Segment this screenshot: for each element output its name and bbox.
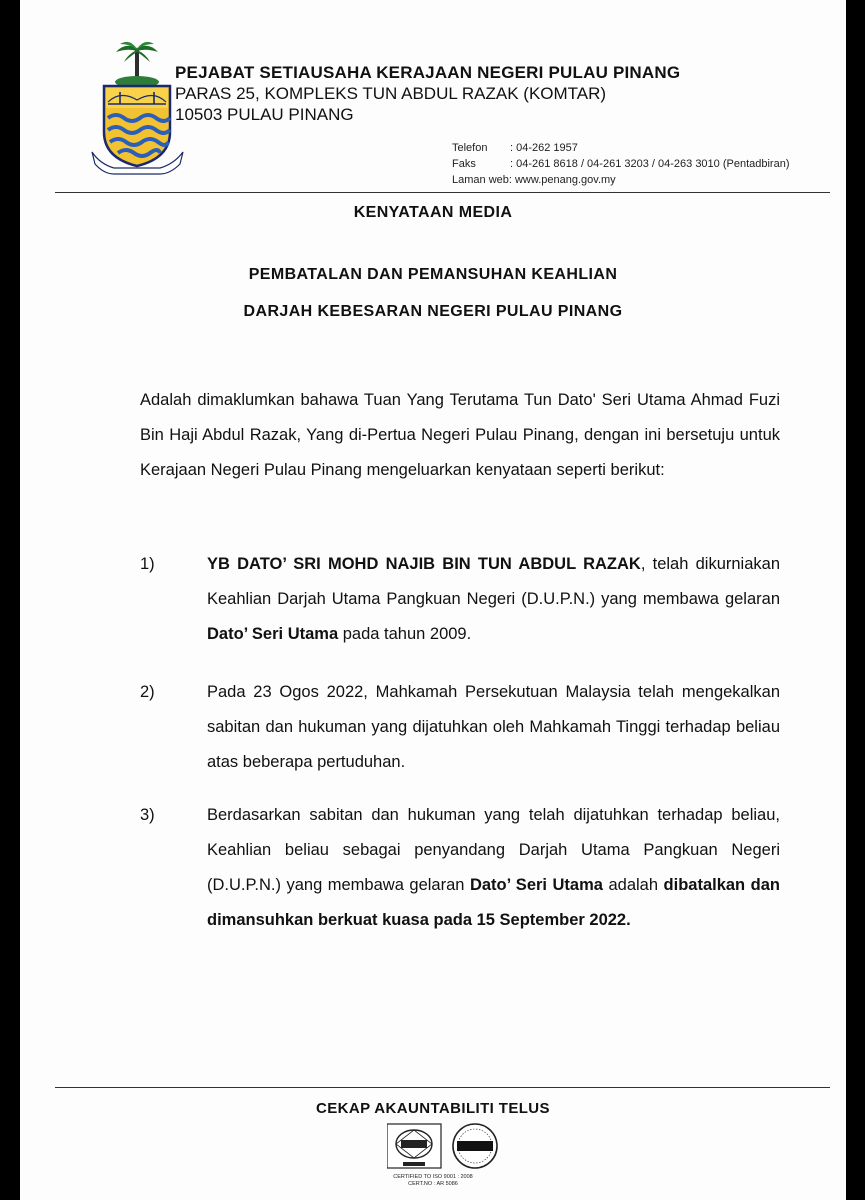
contact-fax (452, 156, 790, 172)
title-line-2: DARJAH KEBESARAN NEGERI PULAU PINANG (243, 303, 623, 320)
item-bold: dibatalkan dan dimansuhkan berkuat kuasa pada 15 September 2022. (207, 876, 780, 929)
list-item-3 (140, 798, 780, 938)
item-plain: adalah (602, 876, 664, 894)
item-text: Pada 23 Ogos 2022, Mahkamah Persekutuan Malaysia telah mengekalkan sabitan dan hukuman yang dijatuhkan oleh Mahkamah Tinggi terhadap beliau atas beberapa pertuduhan. (207, 683, 780, 771)
contact-fax-value: : 04-261 8618 / 04-261 3203 / 04-263 3010 (Pentadbiran) (510, 158, 790, 170)
contact-phone-label: Telefon (452, 142, 488, 154)
item-bold: Dato’ Seri Utama (207, 625, 339, 643)
penang-crest-icon (90, 40, 185, 175)
contact-phone (452, 140, 790, 156)
intro-paragraph (140, 383, 780, 488)
item-text (207, 547, 780, 652)
cert-line-1: CERTIFIED TO ISO 9001 : 2008 (393, 1174, 473, 1180)
contact-website: Laman web: www.penang.gov.my (452, 174, 616, 186)
title-line-1: PEMBATALAN DAN PEMANSUHAN KEAHLIAN (248, 266, 618, 283)
org-address-1: PARAS 25, KOMPLEKS TUN ABDUL RAZAK (KOMTAR) (175, 84, 607, 103)
contact-phone-value: : 04-262 1957 (510, 142, 578, 154)
item-text (207, 798, 780, 938)
item-plain: Berdasarkan sabitan dan hukuman yang telah dijatuhkan terhadap beliau, Keahlian beliau sebagai penyandang Darjah Utama Pangkuan Negeri (D.U.P.N.) yang membawa gelaran (207, 806, 780, 894)
document-page (20, 0, 846, 1200)
item-number: 1) (140, 555, 155, 573)
list-item-2 (140, 675, 780, 780)
item-plain: pada tahun 2009. (338, 625, 472, 643)
footer-divider (55, 1087, 830, 1088)
doc-type: KENYATAAN MEDIA (353, 204, 513, 221)
item-number: 3) (140, 806, 155, 824)
org-address-2: 10503 PULAU PINANG (175, 105, 354, 124)
item-plain: , telah dikurniakan Keahlian Darjah Utama Pangkuan Negeri (D.U.P.N.) yang membawa gelaran (207, 555, 780, 608)
certification-logos-icon (387, 1120, 507, 1172)
item-bold: YB DATO’ SRI MOHD NAJIB BIN TUN ABDUL RAZAK (207, 555, 641, 573)
cert-line-2: CERT.NO : AR 5086 (408, 1181, 458, 1187)
intro-text: Adalah dimaklumkan bahawa Tuan Yang Terutama Tun Dato' Seri Utama Ahmad Fuzi Bin Haji Abdul Razak, Yang di-Pertua Negeri Pulau Pinang, dengan ini bersetuju untuk Kerajaan Negeri Pulau Pinang mengeluarkan kenyataan seperti berikut: (140, 391, 780, 479)
contact-block (452, 140, 790, 188)
list-item-1 (140, 547, 780, 652)
item-bold: Dato’ Seri Utama (469, 876, 603, 894)
contact-fax-label: Faks (452, 158, 476, 170)
item-number: 2) (140, 683, 155, 701)
org-name: PEJABAT SETIAUSAHA KERAJAAN NEGERI PULAU PINANG (175, 63, 681, 82)
header-divider (55, 192, 830, 193)
footer-motto: CEKAP AKAUNTABILITI TELUS (316, 1100, 550, 1117)
letterhead-org (175, 62, 680, 125)
